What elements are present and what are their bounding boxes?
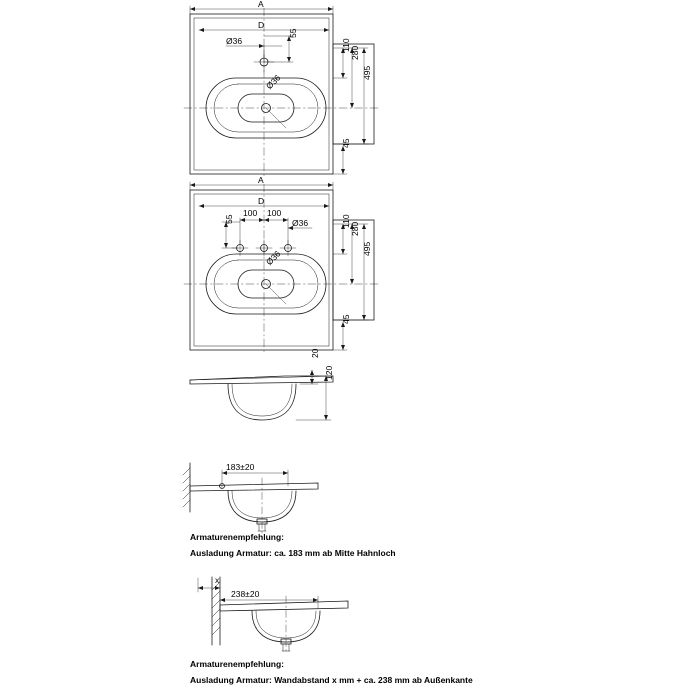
label-view2-dim-45: 45 bbox=[341, 314, 351, 324]
label-view1-dim-495: 495 bbox=[362, 65, 372, 80]
label-view5-projection: 238±20 bbox=[231, 589, 260, 599]
label-view1-depth: D bbox=[258, 20, 265, 30]
label-view1-offset-55: 55 bbox=[288, 28, 298, 38]
label-view4-projection: 183±20 bbox=[226, 462, 255, 472]
view-top-single-taphole bbox=[184, 6, 380, 178]
label-view1-dim-280: 280 bbox=[350, 45, 360, 60]
label-view2-width: A bbox=[258, 175, 264, 185]
view-top-three-tapholes bbox=[184, 182, 380, 354]
label-view1-dim-45: 45 bbox=[341, 138, 351, 148]
label-view2-spacing-right: 100 bbox=[267, 208, 282, 218]
view-installation-wall bbox=[183, 463, 318, 534]
note-2-text: Ausladung Armatur: Wandabstand x mm + ca. 238 mm ab Außenkante bbox=[190, 675, 473, 685]
label-view3-dim-20: 20 bbox=[310, 348, 320, 358]
label-view1-taphole-dia: Ø36 bbox=[226, 36, 243, 46]
view-installation-wall-distance bbox=[198, 577, 348, 654]
label-view2-dim-110: 110 bbox=[341, 214, 351, 228]
label-view2-depth: D bbox=[258, 196, 265, 206]
label-view2-bowl-dia: Ø36 bbox=[264, 248, 283, 268]
note-1-heading: Armaturenempfehlung: bbox=[190, 532, 284, 542]
label-view2-taphole-dia: Ø36 bbox=[292, 218, 309, 228]
note-2-heading: Armaturenempfehlung: bbox=[190, 659, 284, 669]
label-view5-wall-distance: x bbox=[215, 575, 220, 585]
label-view2-dim-495: 495 bbox=[362, 241, 372, 256]
label-view2-offset-55: 55 bbox=[224, 214, 234, 224]
label-view1-dim-110: 110 bbox=[341, 38, 351, 52]
label-view3-dim-120: 120 bbox=[324, 365, 334, 380]
note-1-text: Ausladung Armatur: ca. 183 mm ab Mitte Hahnloch bbox=[190, 548, 396, 558]
label-view1-bowl-dia: Ø36 bbox=[264, 72, 283, 92]
view-section bbox=[190, 370, 333, 420]
label-view2-dim-280: 280 bbox=[350, 221, 360, 236]
label-view2-spacing-left: 100 bbox=[243, 208, 258, 218]
label-view1-width: A bbox=[258, 0, 264, 9]
